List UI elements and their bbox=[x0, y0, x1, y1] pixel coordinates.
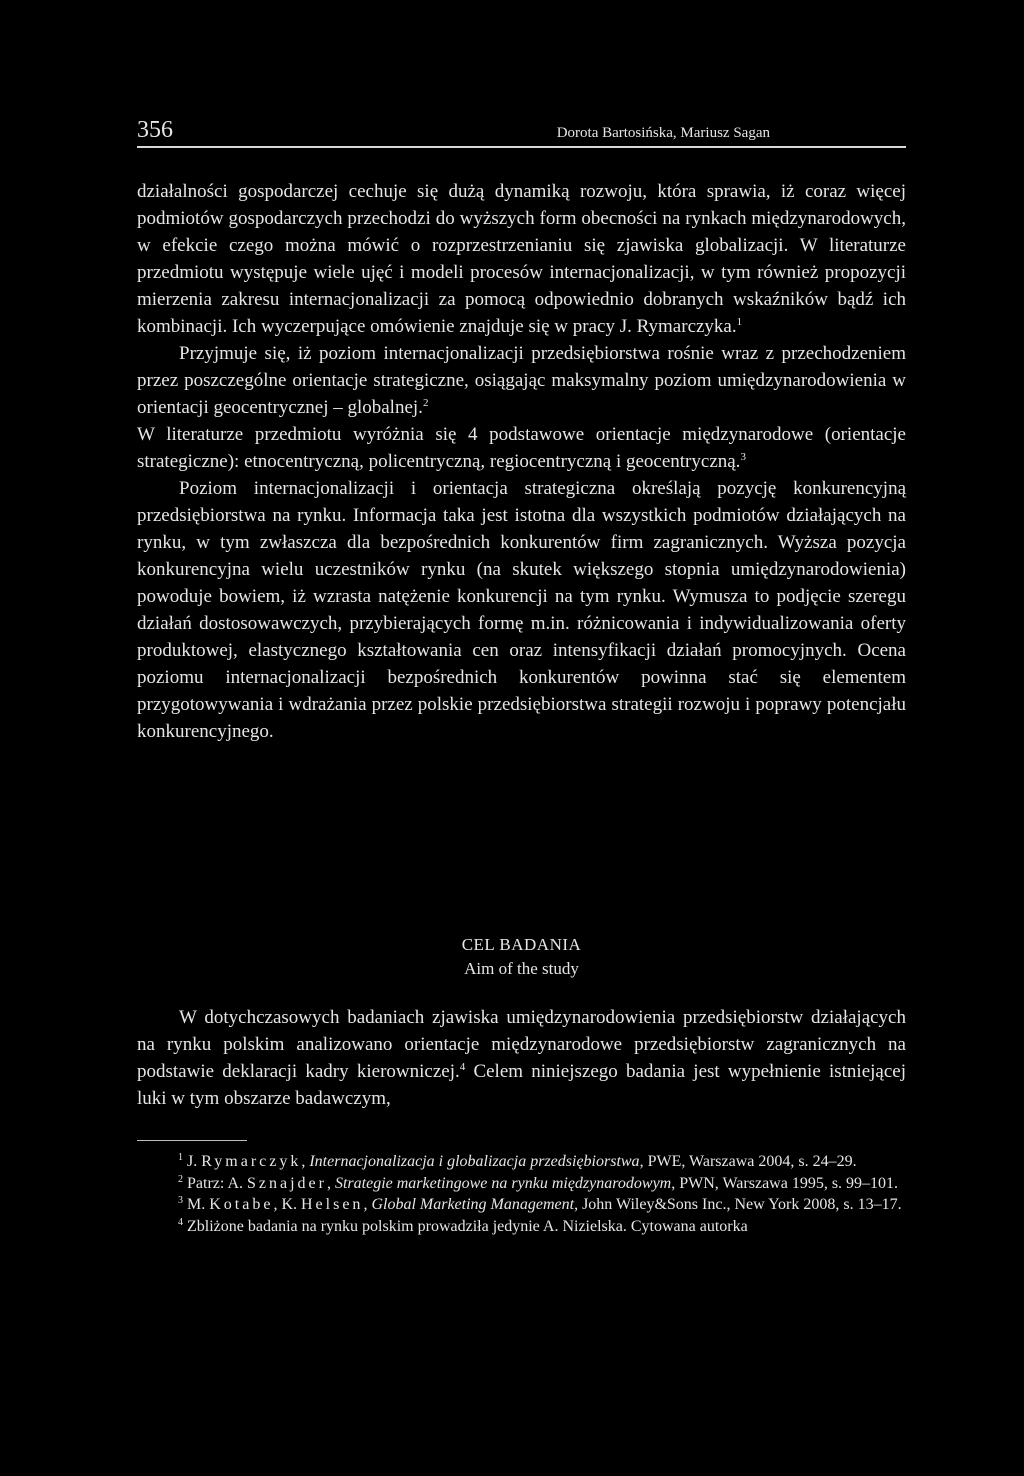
footnote-title: Strategie marketingowe na rynku międzynarodowym bbox=[334, 1174, 672, 1192]
paragraph-3 bbox=[137, 421, 906, 475]
footnote-details: , John Wiley&Sons Inc., New York 2008, s. 13–17. bbox=[574, 1196, 902, 1213]
paragraph-1-text: działalności gospodarczej cechuje się dużą dynamiką rozwoju, która sprawia, iż coraz więcej podmiotów gospodarczych przechodzi do wyższych form obecności na rynkach międzynarodowych, w efekcie czego można mówić o rozprzestrzenianiu się zjawiska globalizacji. W literaturze przedmiotu występuje wiele ujęć i modeli procesów internacjonalizacji, w tym również propozycji mierzenia zakresu internacjonalizacji za pomocą odpowiednio dobranych wskaźników bądź ich kombinacji. Ich wyczerpujące omówienie znajduje się w pracy J. Rymarczyka. bbox=[137, 181, 906, 337]
footnotes bbox=[137, 1152, 906, 1238]
section-heading bbox=[137, 933, 906, 981]
section-paragraph bbox=[137, 1004, 906, 1112]
footnote-author-initial: J. bbox=[187, 1153, 198, 1170]
footnote-prefix: Patrz: A. bbox=[187, 1174, 243, 1192]
footnote-author: Rymarczyk bbox=[201, 1153, 302, 1170]
section-subtitle: Aim of the study bbox=[464, 959, 579, 978]
section-paragraph-text: W dotychczasowych badaniach zjawiska umiędzynarodowienia przedsiębiorstw działających na rynku polskim analizowano orientacje międzynarodowe przedsiębiorstw zagranicznych na podstawie deklaracji kadry kierowniczej. bbox=[137, 1007, 906, 1082]
footnote-title: Internacjonalizacja i globalizacja przedsiębiorstwa bbox=[309, 1153, 640, 1170]
footnote-author: Sznajder bbox=[247, 1174, 327, 1192]
footnote-text: Zbliżone badania na rynku polskim prowadziła jedynie A. Nizielska. Cytowana autorka bbox=[187, 1217, 748, 1235]
section-text bbox=[137, 1004, 906, 1112]
footnote-ref-2: 2 bbox=[422, 397, 429, 409]
footnote-4 bbox=[137, 1217, 906, 1238]
footnote-author2: Helsen bbox=[301, 1196, 364, 1213]
footnote-ref-4: 4 bbox=[459, 1061, 466, 1073]
paragraph-4 bbox=[137, 475, 906, 745]
footnote-title: Global Marketing Management bbox=[371, 1196, 575, 1213]
paragraph-4-text: Poziom internacjonalizacji i orientacja strategiczna określają pozycję konkurencyjną przedsiębiorstwa na rynku. Informacja taka jest istotna dla wszystkich podmiotów działających na rynku, w tym zwłaszcza dla bezpośrednich konkurentów firm zagranicznych. Wyższa pozycja konkurencyjna wielu uczestników rynku (na skutek większego stopnia umiędzynarodowienia) powoduje bowiem, iż wzrasta natężenie konkurencji na tym rynku. Wymusza to podjęcie szeregu działań dostosowawczych, przybierających formę m.in. różnicowania i indywidualizowania oferty produktowej, elastycznego kształtowania cen oraz intensyfikacji działań promocyjnych. Ocena poziomu internacjonalizacji bezpośrednich konkurentów powinna stać się elementem przygotowywania i wdrażania przez polskie przedsiębiorstwa strategii rozwoju i poprawy potencjału konkurencyjnego. bbox=[137, 478, 906, 742]
paragraph-2 bbox=[137, 340, 906, 421]
footnote-author2-initial: K. bbox=[281, 1196, 297, 1213]
paragraph-1 bbox=[137, 178, 906, 340]
paragraph-3-text: W literaturze przedmiotu wyróżnia się 4 podstawowe orientacje międzynarodowe (orientacje strategiczne): etnocentryczną, policentryczną, regiocentryczną i geocentryczną. bbox=[137, 424, 906, 472]
footnote-3: $^3$ M. Kotabe, K. Helsen, Global Marketing Management, John Wiley&Sons Inc., New York 2008, s. 13–17. bbox=[178, 1195, 902, 1213]
page-number: 356 bbox=[137, 117, 173, 143]
footnote-number: 3 bbox=[178, 1195, 183, 1206]
footnote-1: $^1$ J. Rymarczyk, Internacjonalizacja i globalizacja przedsiębiorstwa, PWE, Warszawa 2004, s. 24–29. bbox=[178, 1152, 857, 1170]
footnote-number: 2 bbox=[178, 1173, 183, 1185]
section-paragraph-continuation: Celem niniejszego badania jest wypełnienie istniejącej luki w tym obszarze badawczym, bbox=[137, 1061, 906, 1109]
section-title: CEL BADANIA bbox=[461, 935, 582, 954]
main-text bbox=[137, 178, 906, 745]
paragraph-2-text: Przyjmuje się, iż poziom internacjonalizacji przedsiębiorstwa rośnie wraz z przechodzeniem przez poszczególne orientacje strategiczne, osiągając maksymalny poziom umiędzynarodowienia w orientacji geocentrycznej – globalnej. bbox=[137, 343, 906, 418]
footnote-details: , PWN, Warszawa 1995, s. 99–101. bbox=[671, 1174, 899, 1192]
footnote-ref-3: 3 bbox=[740, 451, 746, 463]
footnote-separator bbox=[137, 1140, 247, 1141]
footnote-author: Kotabe bbox=[209, 1196, 274, 1213]
running-head: Dorota Bartosińska, Mariusz Sagan bbox=[556, 125, 770, 141]
footnote-details: , PWE, Warszawa 2004, s. 24–29. bbox=[639, 1153, 857, 1170]
footnote-number: 4 bbox=[178, 1216, 183, 1228]
footnote-number: 1 bbox=[178, 1152, 183, 1163]
footnote-2: $^2$ Patrz: A. Sznajder, Strategie marketingowe na rynku międzynarodowym, PWN, Warszawa 1995, s. 99–101. bbox=[178, 1173, 899, 1192]
footnote-ref-1: 1 bbox=[736, 316, 743, 328]
footnote-author-initial: M. bbox=[187, 1196, 206, 1213]
page-header bbox=[137, 116, 906, 148]
